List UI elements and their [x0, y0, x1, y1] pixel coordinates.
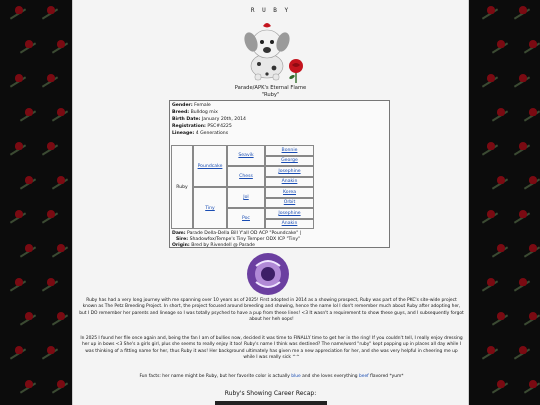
background-rose-icon — [48, 40, 74, 60]
beef-link[interactable]: beef — [358, 374, 369, 379]
lineage-row: Lineage: 4 Generations — [172, 131, 229, 136]
pedigree-dam[interactable]: Poundcake — [193, 145, 227, 187]
pedigree-gen3[interactable]: Anakin — [265, 219, 314, 230]
background-rose-icon — [38, 346, 64, 366]
background-rose-icon — [478, 6, 504, 26]
fun-facts-paragraph: Fun facts: her name might be Ruby, but her favorite color is actually blue and she loves everything beef flavored *yum* — [139, 374, 404, 379]
pedigree-gen3[interactable]: Anakin — [265, 177, 314, 188]
story-paragraph: In 2025 I found her file once again and, being the fan I am of bullies now, decided it was time to FINALLY time to get her in the ring! If you couldn't tell, I really enjoy dressing her up in bows <3 She's a girls girl, plus she seems to really enjoy it too! Ruby's name I think was destined? The name/word "ruby" kept popping up in places all day while I was thinking of a fitting name for her, thus Ruby it was! Her background ultimately has given me a new appreciation for her, and she was very helpful in cheering me up while I was really sick ^^ — [80, 336, 463, 361]
pedigree-gen3[interactable]: Bonnie — [265, 145, 314, 156]
pedigree-gen3[interactable]: George — [265, 156, 314, 167]
background-rose-icon — [48, 108, 74, 128]
pedigree-sire-sire[interactable]: Jol — [227, 187, 265, 208]
background-rose-icon — [48, 380, 74, 400]
blue-link[interactable]: blue — [291, 374, 301, 379]
background-rose-icon — [520, 40, 540, 60]
background-rose-icon — [510, 6, 536, 26]
background-rose-icon — [520, 108, 540, 128]
background-rose-icon — [488, 108, 514, 128]
background-rose-icon — [488, 40, 514, 60]
background-rose-icon — [478, 346, 504, 366]
background-rose-icon — [478, 210, 504, 230]
rose-icon — [285, 58, 307, 84]
background-rose-icon — [6, 74, 32, 94]
background-rose-icon — [38, 74, 64, 94]
pedigree-self: Ruby — [171, 145, 193, 229]
registered-name: Parade/APK's Eternal Flame — [234, 85, 307, 91]
pedigree-gen3[interactable]: Korea — [265, 187, 314, 198]
background-rose-icon — [6, 346, 32, 366]
background-rose-icon — [16, 176, 42, 196]
gender-row: Gender: Female — [172, 103, 211, 108]
petz-breeding-project-logo — [246, 252, 290, 296]
background-rose-icon — [510, 346, 536, 366]
pedigree-sire[interactable]: Tiny — [193, 187, 227, 229]
origin-row: Origin: Bred by Rivendell @ Parade — [172, 243, 255, 248]
background-rose-icon — [478, 278, 504, 298]
pedigree-gen3[interactable]: Josephine — [265, 208, 314, 219]
registration-row: Registration: PSC#4225 — [172, 124, 232, 129]
birth-date-row: Birth Date: January 20th, 2014 — [172, 117, 246, 122]
pedigree-gen3[interactable]: Josephine — [265, 166, 314, 177]
background-rose-icon — [16, 312, 42, 332]
background-rose-icon — [48, 244, 74, 264]
dam-row: Dam: Parade Della-Della Bill Y'all OD ACP "Poundcake" | — [172, 231, 302, 236]
sire-row: Sire: Shadowfox/Tempe's Tiny Temper ODX ICP "Tiny" — [176, 237, 301, 242]
background-rose-icon — [488, 176, 514, 196]
background-rose-icon — [510, 210, 536, 230]
background-rose-icon — [510, 142, 536, 162]
pedigree-dam-dam[interactable]: Chess — [227, 166, 265, 187]
career-banner — [215, 401, 327, 405]
background-rose-icon — [488, 312, 514, 332]
page-title: R U B Y — [250, 7, 291, 14]
showing-career-heading: Ruby's Showing Career Recap: — [224, 390, 317, 397]
call-name: "Ruby" — [261, 92, 280, 98]
info-box — [169, 100, 390, 248]
background-rose-icon — [478, 142, 504, 162]
background-rose-icon — [38, 142, 64, 162]
background-rose-icon — [48, 176, 74, 196]
background-rose-icon — [520, 176, 540, 196]
background-rose-icon — [478, 74, 504, 94]
background-rose-icon — [6, 6, 32, 26]
background-rose-icon — [16, 380, 42, 400]
breed-row: Breed: Bulldog mix — [172, 110, 218, 115]
background-rose-icon — [488, 380, 514, 400]
background-rose-icon — [6, 210, 32, 230]
background-rose-icon — [16, 244, 42, 264]
background-rose-icon — [6, 278, 32, 298]
pedigree-gen3[interactable]: Orbit — [265, 198, 314, 209]
background-rose-icon — [38, 278, 64, 298]
background-rose-icon — [520, 380, 540, 400]
background-rose-icon — [16, 108, 42, 128]
background-rose-icon — [520, 312, 540, 332]
intro-paragraph: Ruby has had a very long journey with me spanning over 10 years as of 2025! First adopted in 2014 as a showing prospect, Ruby was part of the PKC's site-wide project known as The Petz Breeding Project. In short, the project focused around breeding and showing, hence the name lol I don't remember much about Ruby after adopting her, but I DO remember her parents and lineage so I was totally psyched to have a pup from these lines! <3 It wasn't a requirement to show these guys, and I subsequently forgot about her heh oops! — [79, 298, 464, 323]
background-rose-icon — [510, 74, 536, 94]
background-rose-icon — [6, 142, 32, 162]
background-rose-icon — [520, 244, 540, 264]
pedigree-sire-dam[interactable]: Poc — [227, 208, 265, 229]
background-rose-icon — [488, 244, 514, 264]
background-rose-icon — [38, 6, 64, 26]
pedigree-dam-sire[interactable]: Seavik — [227, 145, 265, 166]
content-panel — [72, 0, 469, 405]
pedigree-table — [171, 145, 318, 229]
background-rose-icon — [48, 312, 74, 332]
background-rose-icon — [16, 40, 42, 60]
background-rose-icon — [510, 278, 536, 298]
background-rose-icon — [38, 210, 64, 230]
